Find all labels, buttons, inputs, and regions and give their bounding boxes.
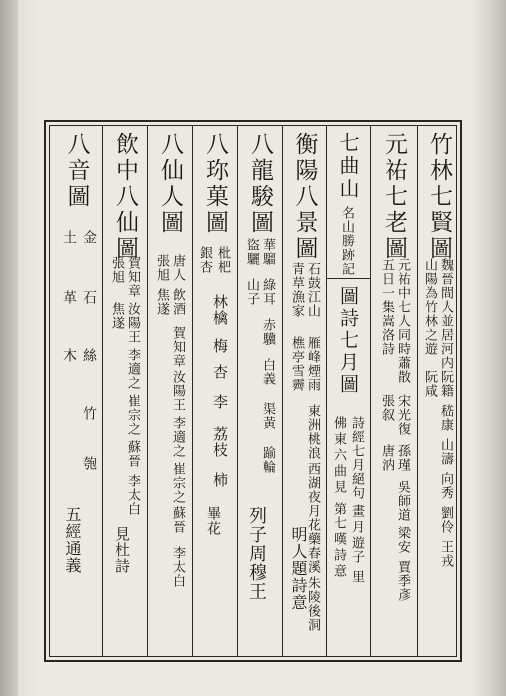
column-name: 崔宗之 <box>125 394 140 436</box>
column-name: 絲 <box>81 348 97 363</box>
column-note: 名山勝跡記 <box>339 206 354 276</box>
column-name: 朱陵後洞 <box>305 576 320 632</box>
column-name: 金 <box>81 230 97 245</box>
column-note: 山陽為竹林之遊 <box>422 258 437 356</box>
column-name: 賈季彥 <box>395 560 410 602</box>
column-name: 花藥春溪 <box>305 518 320 574</box>
column-source: 明人題詩意 <box>289 526 308 611</box>
column-name: 李 <box>211 394 229 410</box>
section-note: 東 <box>331 432 346 446</box>
column-name: 李適之 <box>170 416 185 458</box>
column-name: 張旭 <box>109 256 124 284</box>
column-name: 宋光復 <box>395 394 410 436</box>
column-note: 元祐中七人同時蕭散 <box>395 258 410 384</box>
column-title: 八音圖 <box>63 132 90 210</box>
column-name: 吳師道 <box>395 480 410 522</box>
column-eight-sounds <box>50 126 102 656</box>
section-note: 六 <box>331 448 346 462</box>
column-name: 焦遂 <box>154 288 169 316</box>
column-name: 赤驥 <box>260 318 275 346</box>
column-source: 列子周穆王 <box>246 506 267 601</box>
column-name: 踰輪 <box>260 446 275 474</box>
column-name: 孫瑾 <box>395 444 410 472</box>
column-name: 蘇晉 <box>170 506 185 534</box>
column-name: 木 <box>61 348 77 363</box>
column-name: 劉伶 <box>438 506 453 534</box>
column-name: 革 <box>61 290 77 305</box>
column-title: 衡陽八景圖 <box>291 132 318 262</box>
column-name: 竹 <box>81 406 97 421</box>
column-name: 東洲桃浪 <box>305 404 320 460</box>
section-note: 詩 <box>331 548 346 562</box>
section-title: 圖詩七月圖 <box>337 286 359 396</box>
column-name: 向秀 <box>438 472 453 500</box>
section-note: 嘆 <box>331 532 346 546</box>
column-name: 崔宗之 <box>170 462 185 504</box>
column-name: 王戎 <box>438 540 453 568</box>
column-name: 梁安 <box>395 526 410 554</box>
column-hengyang-views <box>282 126 326 656</box>
column-name: 蘇晉 <box>125 440 140 468</box>
column-title: 飲中八仙圖 <box>112 132 138 262</box>
column-name: 枇杷 <box>215 246 230 274</box>
column-yuanyou-elders <box>370 126 417 656</box>
section-note: 畫 <box>349 504 364 518</box>
column-name: 雁峰煙雨 <box>305 336 320 392</box>
column-name: 山濤 <box>438 438 453 466</box>
column-name: 石 <box>81 290 97 305</box>
column-divider <box>326 278 370 279</box>
column-name: 山子 <box>244 278 259 306</box>
column-name: 張叙 <box>379 394 394 422</box>
section-note: 第七 <box>331 502 346 530</box>
column-name: 唐汭 <box>379 444 394 472</box>
column-name: 唐人 <box>170 254 185 282</box>
column-qiqu-mountain <box>326 126 370 656</box>
column-name: 李適之 <box>125 348 140 390</box>
column-name: 李太白 <box>125 474 140 516</box>
table-frame <box>44 120 462 662</box>
column-title: 七曲山 <box>336 132 360 201</box>
column-name: 汝陽王 <box>125 302 140 344</box>
column-source: 畢花 <box>205 506 221 536</box>
column-title: 竹林七賢圖 <box>426 132 452 262</box>
column-name: 荔枝 <box>211 426 229 458</box>
column-name: 盜驪 <box>244 238 259 266</box>
column-name: 阮籍 <box>438 370 453 398</box>
section-note: 絕句 <box>349 472 364 500</box>
column-name: 樵亭雪霽 <box>289 336 304 392</box>
column-title: 八仙人圖 <box>157 132 183 236</box>
column-source: 五經通義 <box>63 506 82 574</box>
column-name: 渠黃 <box>260 402 275 430</box>
column-name: 李太白 <box>170 546 185 588</box>
column-name: 賀知章 <box>125 256 140 298</box>
column-name: 白義 <box>260 358 275 386</box>
column-eight-fruits <box>192 126 237 656</box>
table-inner-border <box>49 125 457 657</box>
column-drinking-immortals <box>102 126 147 656</box>
book-spine <box>0 0 18 696</box>
column-title: 八龍駿圖 <box>247 132 273 236</box>
column-source: 見杜詩 <box>113 526 131 574</box>
column-eight-immortals <box>147 126 192 656</box>
column-name: 柿 <box>211 472 229 488</box>
section-note: 意 <box>331 564 346 578</box>
column-eight-steeds <box>237 126 282 656</box>
column-name: 青草漁家 <box>289 262 304 318</box>
column-name: 阮咸 <box>422 370 437 398</box>
column-name: 西湖夜月 <box>305 462 320 518</box>
column-title: 元祐七老圖 <box>381 132 407 262</box>
column-name: 華騮 <box>260 238 275 266</box>
section-note: 詩經七月 <box>349 416 364 472</box>
column-name: 汝陽王 <box>170 370 185 412</box>
column-note: 魏晉間人並居河内 <box>438 258 453 370</box>
column-bamboo-grove <box>417 126 460 656</box>
column-name: 張旭 <box>154 254 169 282</box>
section-note: 月 <box>349 520 364 534</box>
section-note: 佛 <box>331 416 346 430</box>
column-note: 五日一集嵩洛詩 <box>379 258 394 356</box>
column-name: 匏 <box>81 456 97 471</box>
column-name: 賀知章 <box>170 326 185 368</box>
section-note: 見 <box>331 480 346 494</box>
column-name: 土 <box>61 230 77 245</box>
column-name: 銀杏 <box>197 246 212 274</box>
column-name: 石鼓江山 <box>305 262 320 318</box>
section-note: 曲 <box>331 464 346 478</box>
column-name: 杏 <box>211 364 229 380</box>
section-note: 遊子 <box>349 536 364 564</box>
column-name: 飲酒 <box>170 288 185 316</box>
column-name: 梅 <box>211 338 229 354</box>
column-name: 嵇康 <box>438 404 453 432</box>
section-note: 里 <box>349 570 364 584</box>
column-name: 綠耳 <box>260 278 275 306</box>
column-title: 八珎菓圖 <box>202 132 228 236</box>
column-name: 焦遂 <box>109 302 124 330</box>
column-name: 林檎 <box>211 294 229 326</box>
